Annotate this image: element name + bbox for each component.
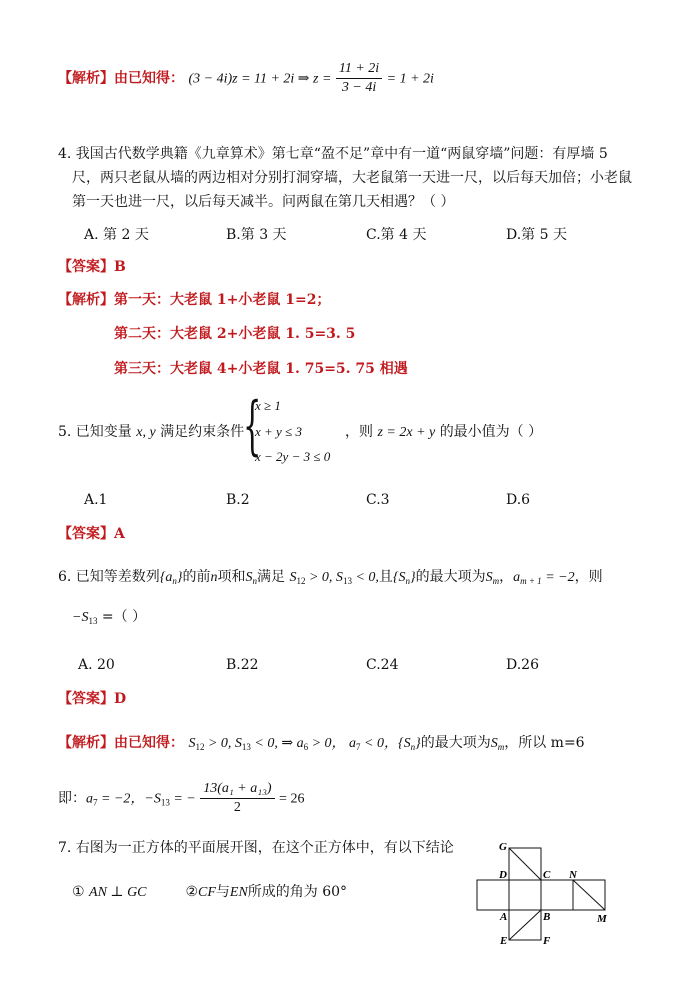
q5-stem-tail: ，则 z = 2x + y 的最小值为（ ） xyxy=(345,424,543,440)
constraint-1: x ≥ 1 xyxy=(255,398,281,413)
q5-option-c: C.3 xyxy=(366,492,390,508)
net-square-center xyxy=(509,880,541,910)
label-n: N xyxy=(569,869,577,881)
q7-stem: 7. 右图为一正方体的平面展开图，在这个正方体中，有以下结论 xyxy=(58,840,454,856)
q4-option-d: D.第 5 天 xyxy=(506,227,567,243)
q7-conclusions: ① AN ⊥ GC ②CF与EN所成的角为 60° xyxy=(72,884,348,900)
label-b: B xyxy=(543,911,551,923)
q4-stem-line2: 尺，两只老鼠从墙的两边相对分别打洞穿墙，大老鼠第一天进一尺，以后每天加倍；小老鼠 xyxy=(72,170,632,186)
q6-option-c: C.24 xyxy=(366,657,399,673)
q4-stem-line1: 4. 我国古代数学典籍《九章算术》第七章“盈不足”章中有一道“两鼠穿墙”问题：有厚墙 5 xyxy=(58,146,608,162)
label-g: G xyxy=(499,841,507,853)
constraint-3: x − 2y − 3 ≤ 0 xyxy=(255,449,331,464)
q5-option-b: B.2 xyxy=(226,492,250,508)
q3-analysis xyxy=(58,60,434,97)
q6-stem-line2: $-S_{13}$ =（ ） xyxy=(72,609,147,626)
q6-analysis-line1: 【解析】由已知得： $S_{12} > 0$, $S_{13} < 0$, ⇒ $a_6 > 0$， $a_7 < 0$，$\{S_n\}$的最大项为$S_m$，所以 m=6 xyxy=(58,735,585,752)
equation-part: (3 − 4i)z = 11 + 2i ⇒ z = xyxy=(188,71,332,87)
q6-stem-line1: 6. 已知等差数列$\{a_n\}$的前n项和$S_n$满足 $S_{12} > 0$, $S_{13} < 0$,且$\{S_n\}$的最大项为$S_m$，$a_{m + 1} = -2$，则 xyxy=(58,569,603,586)
q6-analysis-line2: 即：$a_7 = -2$，$-S_{13}$ = − $\frac{\text{13(a₁ + a₁₃)}}{2}$ = 26 xyxy=(58,780,304,817)
q4-stem-line3: 第一天也进一尺，以后每天减半。问两鼠在第几天相遇？（ ） xyxy=(72,194,455,210)
q4-option-a: A. 第 2 天 xyxy=(84,227,149,243)
q6-option-a: A. 20 xyxy=(78,657,115,673)
q5-option-d: D.6 xyxy=(506,492,531,508)
q4-option-c: C.第 4 天 xyxy=(366,227,427,243)
q5-answer: 【答案】A xyxy=(58,526,125,542)
equation-result: = 1 + 2i xyxy=(386,71,434,87)
constraint-2: x + y ≤ 3 xyxy=(255,424,302,439)
label-a: A xyxy=(500,911,508,923)
label-m: M xyxy=(597,913,607,925)
fraction: $\frac{11 + 2i}{3 - 4i}$ xyxy=(336,60,382,97)
net-diagonal-nm xyxy=(573,880,605,910)
analysis-intro: 由已知得： xyxy=(114,70,184,87)
q4-analysis-day2: 第二天：大老鼠 2+小老鼠 1. 5=3. 5 xyxy=(114,326,356,342)
q4-option-b: B.第 3 天 xyxy=(226,227,287,243)
q4-analysis-day3: 第三天：大老鼠 4+小老鼠 1. 75=5. 75 相遇 xyxy=(114,361,408,377)
q5-option-a: A.1 xyxy=(84,492,108,508)
q6-answer: 【答案】D xyxy=(58,691,127,707)
q4-analysis-day1: 【解析】第一天：大老鼠 1+小老鼠 1=2； xyxy=(58,292,331,308)
net-square-left xyxy=(477,880,509,910)
q4-answer: 【答案】B xyxy=(58,259,126,275)
label-d: D xyxy=(499,869,507,881)
analysis-tag: 【解析】 xyxy=(58,70,114,87)
fraction: $\frac{\text{13(a₁ + a₁₃)}}{2}$ xyxy=(200,780,274,817)
label-c: C xyxy=(543,869,551,881)
net-square-right1 xyxy=(541,880,573,910)
q5-stem: 5. 已知变量 x, y 满足约束条件 xyxy=(58,424,245,440)
label-e: E xyxy=(500,935,508,947)
net-diagonal-eb xyxy=(509,910,541,940)
q6-option-d: D.26 xyxy=(506,657,539,673)
label-f: F xyxy=(543,935,551,947)
q6-option-b: B.22 xyxy=(226,657,259,673)
net-diagonal-gc xyxy=(509,848,541,880)
cube-net-figure xyxy=(473,838,633,948)
